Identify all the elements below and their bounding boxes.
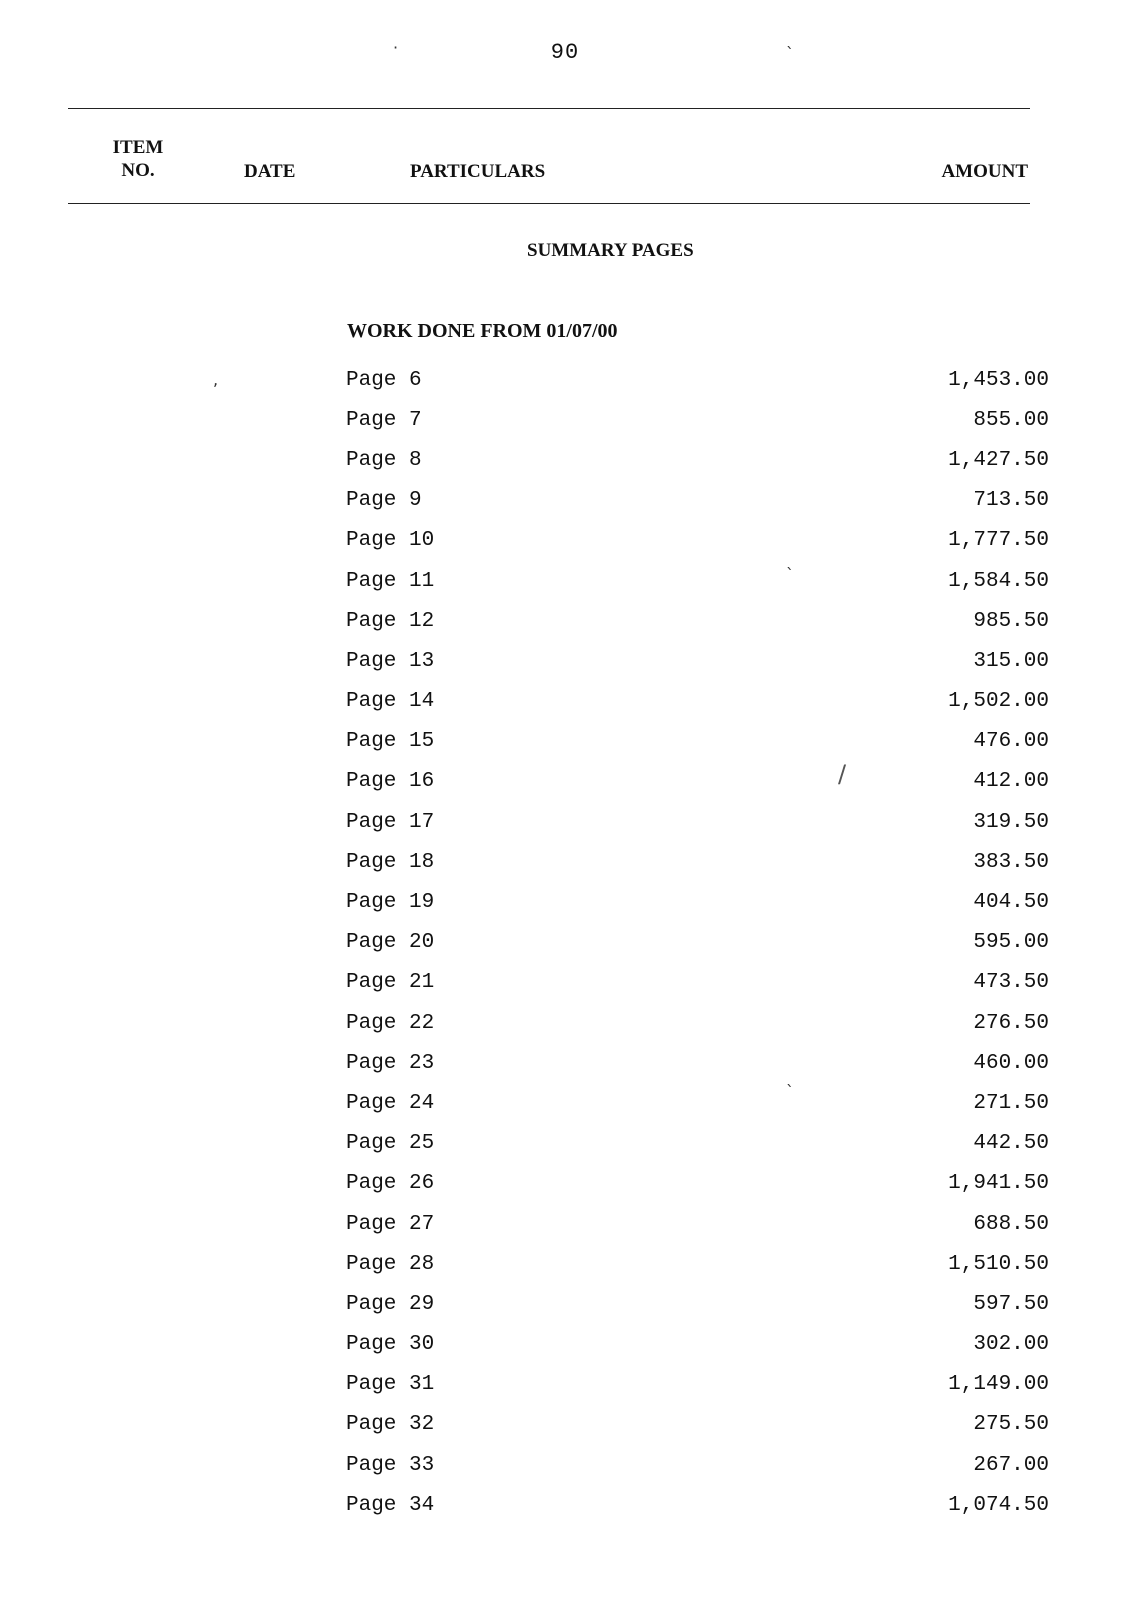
table-row — [346, 481, 1049, 521]
row-label: Page 21 — [346, 971, 435, 995]
table-row — [346, 521, 1049, 561]
table-row — [346, 1244, 1049, 1284]
table-row — [346, 1043, 1049, 1083]
particulars-column-header: PARTICULARS — [410, 161, 546, 182]
item-no-label: ITEM NO. — [112, 137, 164, 181]
row-label: Page 8 — [346, 448, 422, 472]
row-label: Page 22 — [346, 1011, 435, 1035]
work-done-heading: WORK DONE FROM 01/07/00 — [347, 320, 618, 342]
table-row — [346, 1083, 1049, 1123]
row-label: Page 7 — [346, 408, 422, 432]
row-label: Page 25 — [346, 1132, 435, 1156]
scan-speck: · — [393, 38, 399, 57]
table-row — [346, 1405, 1049, 1445]
row-amount: 1,502.00 — [948, 690, 1049, 714]
scan-speck: , — [213, 370, 219, 389]
table-row — [346, 1284, 1049, 1324]
row-label: Page 23 — [346, 1051, 435, 1075]
row-label: Page 31 — [346, 1373, 435, 1397]
row-label: Page 17 — [346, 810, 435, 834]
row-label: Page 14 — [346, 690, 435, 714]
row-amount: 1,510.50 — [948, 1252, 1049, 1276]
header-top-rule — [68, 108, 1030, 109]
scan-speck: ` — [786, 44, 794, 63]
date-column-header: DATE — [244, 161, 296, 182]
section-title: SUMMARY PAGES — [527, 240, 694, 261]
table-row — [346, 1204, 1049, 1244]
row-amount: 1,074.50 — [948, 1493, 1049, 1517]
table-row — [346, 722, 1049, 762]
table-row — [346, 561, 1049, 601]
row-amount: 476.00 — [973, 730, 1049, 754]
row-label: Page 18 — [346, 850, 435, 874]
row-amount: 302.00 — [973, 1333, 1049, 1357]
table-row — [346, 440, 1049, 480]
table-row — [346, 641, 1049, 681]
table-row — [346, 1003, 1049, 1043]
row-label: Page 32 — [346, 1413, 435, 1437]
row-label: Page 16 — [346, 770, 435, 794]
row-amount: 473.50 — [973, 971, 1049, 995]
table-row — [346, 601, 1049, 641]
table-row — [346, 1365, 1049, 1405]
table-row — [346, 923, 1049, 963]
row-amount: 271.50 — [973, 1091, 1049, 1115]
row-label: Page 24 — [346, 1091, 435, 1115]
row-amount: 460.00 — [973, 1051, 1049, 1075]
row-amount: 1,453.00 — [948, 368, 1049, 392]
table-row — [346, 1445, 1049, 1485]
row-amount: 1,149.00 — [948, 1373, 1049, 1397]
item-no-column-header — [108, 136, 168, 182]
table-row — [346, 762, 1049, 802]
row-amount: 315.00 — [973, 649, 1049, 673]
row-amount: 1,941.50 — [948, 1172, 1049, 1196]
row-amount: 412.00 — [973, 770, 1049, 794]
row-label: Page 26 — [346, 1172, 435, 1196]
table-row — [346, 882, 1049, 922]
row-amount: 713.50 — [973, 489, 1049, 513]
row-label: Page 27 — [346, 1212, 435, 1236]
row-label: Page 9 — [346, 489, 422, 513]
row-amount: 267.00 — [973, 1453, 1049, 1477]
table-row — [346, 1485, 1049, 1525]
row-amount: 855.00 — [973, 408, 1049, 432]
row-label: Page 11 — [346, 569, 435, 593]
table-row — [346, 802, 1049, 842]
scan-speck: ` — [786, 565, 794, 584]
table-row — [346, 682, 1049, 722]
page-number: 90 — [550, 40, 580, 65]
row-amount: 1,584.50 — [948, 569, 1049, 593]
table-row — [346, 400, 1049, 440]
row-amount: 383.50 — [973, 850, 1049, 874]
header-bottom-rule — [68, 203, 1030, 204]
table-row — [346, 842, 1049, 882]
row-label: Page 10 — [346, 529, 435, 553]
row-label: Page 29 — [346, 1292, 435, 1316]
scan-speck: / — [838, 760, 847, 788]
table-row — [346, 963, 1049, 1003]
row-label: Page 6 — [346, 368, 422, 392]
table-row — [346, 1164, 1049, 1204]
row-amount: 597.50 — [973, 1292, 1049, 1316]
row-amount: 404.50 — [973, 891, 1049, 915]
row-label: Page 15 — [346, 730, 435, 754]
row-amount: 319.50 — [973, 810, 1049, 834]
row-amount: 1,427.50 — [948, 448, 1049, 472]
row-amount: 1,777.50 — [948, 529, 1049, 553]
row-label: Page 30 — [346, 1333, 435, 1357]
table-row — [346, 360, 1049, 400]
row-amount: 442.50 — [973, 1132, 1049, 1156]
row-label: Page 20 — [346, 931, 435, 955]
row-label: Page 34 — [346, 1493, 435, 1517]
row-label: Page 19 — [346, 891, 435, 915]
row-label: Page 28 — [346, 1252, 435, 1276]
row-label: Page 13 — [346, 649, 435, 673]
table-row — [346, 1325, 1049, 1365]
row-amount: 275.50 — [973, 1413, 1049, 1437]
scan-speck: ` — [786, 1082, 794, 1101]
row-amount: 985.50 — [973, 609, 1049, 633]
row-label: Page 12 — [346, 609, 435, 633]
summary-rows — [346, 360, 1049, 1525]
row-label: Page 33 — [346, 1453, 435, 1477]
row-amount: 595.00 — [973, 931, 1049, 955]
table-row — [346, 1124, 1049, 1164]
row-amount: 688.50 — [973, 1212, 1049, 1236]
row-amount: 276.50 — [973, 1011, 1049, 1035]
amount-column-header: AMOUNT — [941, 161, 1028, 182]
